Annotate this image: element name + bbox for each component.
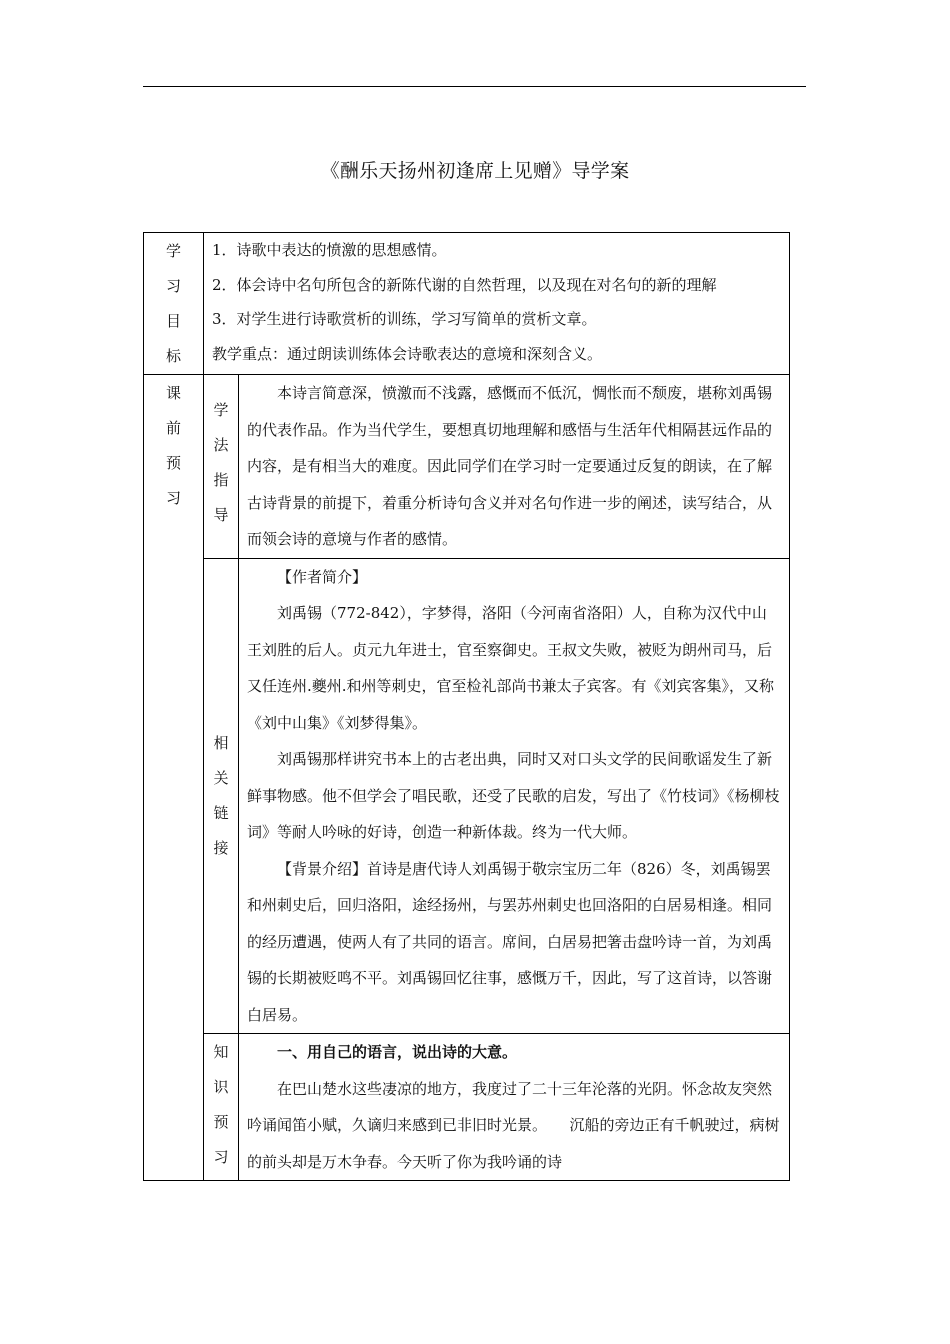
links-row (144, 558, 790, 1034)
author-heading: 【作者简介】 (277, 567, 368, 586)
background-paragraph (247, 851, 781, 1034)
method-label: 学 法 指 导 (204, 375, 239, 559)
links-label: 相 关 链 接 (204, 558, 239, 1034)
knowledge-row (144, 1034, 790, 1181)
links-content (239, 558, 790, 1034)
preview-label: 课 前 预 习 (144, 375, 204, 1181)
goal-item: 3．对学生进行诗歌赏析的训练，学习写简单的赏析文章。 (212, 310, 597, 328)
goal-item: 2．体会诗中名句所包含的新陈代谢的自然哲理，以及现在对名句的新的理解 (212, 275, 717, 294)
goal-item: 1．诗歌中表达的愤激的思想感情。 (212, 241, 447, 259)
goals-label: 学 习 目 标 (144, 233, 204, 375)
knowledge-content (239, 1034, 790, 1181)
goals-content (204, 233, 790, 375)
background-heading: 【背景介绍】 (277, 859, 368, 878)
goals-row (144, 233, 790, 375)
background-text: 首诗是唐代诗人刘禹锡于敬宗宝历二年（826）冬，刘禹锡罢和州刺史后，回归洛阳，途经扬州，与罢苏州刺史也回洛阳的白居易相逢。相同的经历遭遇，使两人有了共同的语言。席间，白居易把箸击盘吟诗一首，为刘禹锡的长期被贬鸣不平。刘禹锡回忆往事，感慨万千，因此，写了这首诗，以答谢白居易。 (247, 859, 773, 1024)
author-paragraph: 刘禹锡那样讲究书本上的古老出典，同时又对口头文学的民间歌谣发生了新鲜事物感。他不但学会了唱民歌，还受了民歌的启发，写出了《竹枝词》《杨柳枝词》等耐人吟咏的好诗，创造一种新体裁。终为一代大师。 (247, 750, 780, 841)
method-row (144, 375, 790, 559)
header-rule (143, 86, 806, 87)
knowledge-label: 知 识 预 习 (204, 1034, 239, 1181)
study-guide-table (143, 232, 790, 1181)
method-paragraph: 本诗言简意深，愤激而不浅露，感慨而不低沉，惆怅而不颓废，堪称刘禹锡的代表作品。作为当代学生，要想真切地理解和感悟与生活年代相隔甚远作品的内容，是有相当大的难度。因此同学们在学习时一定要通过反复的朗读，在了解古诗背景的前提下，着重分析诗句含义并对名句作进一步的阐述，读写结合，从而领会诗的意境与作者的感情。 (247, 384, 773, 548)
teaching-focus: 教学重点：通过朗读训练体会诗歌表达的意境和深刻含义。 (212, 344, 603, 363)
method-content (239, 375, 790, 559)
knowledge-heading: 一、用自己的语言，说出诗的大意。 (277, 1043, 518, 1061)
knowledge-paragraph: 在巴山楚水这些凄凉的地方，我度过了二十三年沦落的光阴。怀念故友突然吟诵闻笛小赋，久谪归来感到已非旧时光景。 沉船的旁边正有千帆驶过，病树的前头却是万木争春。今天听了你为我吟诵的诗 (247, 1079, 780, 1171)
page-title: 《酬乐天扬州初逢席上见赠》导学案 (320, 160, 630, 182)
author-paragraph: 刘禹锡（772-842），字梦得，洛阳（今河南省洛阳）人，自称为汉代中山王刘胜的后人。贞元九年进士，官至察御史。王叔文失败，被贬为朗州司马，后又任连州.夔州.和州等刺史，官至检礼部尚书兼太子宾客。有《刘宾客集》，又称《刘中山集》《刘梦得集》。 (247, 604, 775, 732)
